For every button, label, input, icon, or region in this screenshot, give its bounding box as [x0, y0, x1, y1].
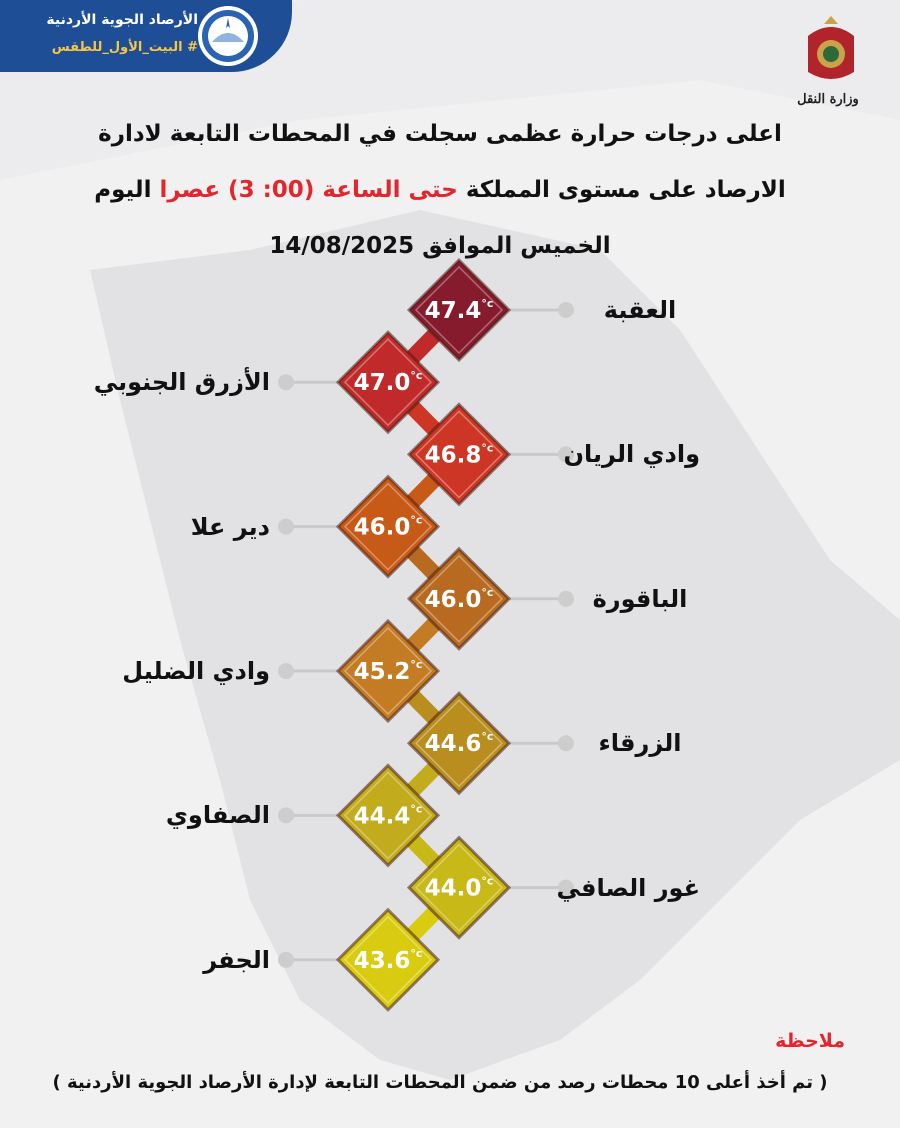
- station-value-unit: °c: [410, 369, 423, 383]
- station-name: وادي الريان: [563, 440, 700, 469]
- station-name: غور الصافي: [556, 873, 700, 902]
- station-value-number: 47.4: [424, 298, 482, 324]
- station-value-unit: °c: [410, 658, 423, 671]
- leader-dot: [278, 807, 294, 823]
- ministry-label: وزارة النقل: [797, 92, 859, 107]
- station-value-number: 46.0: [353, 514, 411, 541]
- header-title: الأرصاد الجوية الأردنية: [46, 12, 198, 28]
- station-value-unit: °c: [410, 946, 423, 960]
- leader-dot: [558, 591, 574, 607]
- station-value-number: 46.8: [424, 442, 482, 469]
- leader-dot: [278, 952, 294, 968]
- station-value-unit: °c: [481, 730, 494, 744]
- leader-dot: [278, 374, 294, 390]
- station-value-number: 44.0: [424, 875, 482, 902]
- station-value-unit: °c: [481, 874, 494, 888]
- title-line-2-part-1: الارصاد على مستوى المملكة: [465, 177, 786, 203]
- station-value-number: 44.6: [424, 731, 482, 758]
- note-text: ( تم أخذ أعلى 10 محطات رصد من ضمن المحطات التابعة لإدارة الأرصاد الجوية الأردنية ): [52, 1072, 828, 1093]
- station-name: الزرقاء: [598, 729, 682, 758]
- station-name: العقبة: [603, 296, 677, 324]
- station-value-unit: °c: [481, 441, 494, 455]
- station-value-unit: °c: [481, 585, 494, 599]
- station-name: الأزرق الجنوبي: [93, 368, 270, 397]
- station-value-unit: °c: [410, 513, 423, 527]
- leader-dot: [558, 302, 574, 318]
- station-name: دير علا: [190, 512, 270, 541]
- station-value-number: 47.0: [353, 370, 411, 397]
- title-line-3: الخميس الموافق 14/08/2025: [269, 233, 611, 259]
- station-name: الصفاوي: [165, 801, 270, 830]
- title-time-highlight: حتى الساعة (00: 3) عصرا: [159, 177, 458, 203]
- station-value-unit: °c: [481, 297, 494, 310]
- station-value-unit: °c: [410, 802, 423, 816]
- station-name: الباقورة: [592, 584, 688, 613]
- leader-dot: [278, 663, 294, 679]
- station-value-number: 44.4: [353, 803, 411, 830]
- station-value-number: 43.6: [353, 947, 411, 974]
- station-value-number: 46.0: [424, 586, 482, 613]
- leader-dot: [558, 735, 574, 751]
- station-name: الجفر: [203, 945, 270, 974]
- title-line-1: اعلى درجات حرارة عظمى سجلت في المحطات التابعة لادارة: [98, 121, 782, 147]
- header-hashtag: # البيت_الأول_للطقس: [51, 40, 198, 55]
- station-value-number: 45.2: [353, 659, 411, 685]
- title-line-2-part-2: اليوم: [94, 177, 152, 203]
- note-title: ملاحظة: [775, 1030, 845, 1052]
- station-name: وادي الضليل: [122, 657, 270, 685]
- leader-dot: [278, 519, 294, 535]
